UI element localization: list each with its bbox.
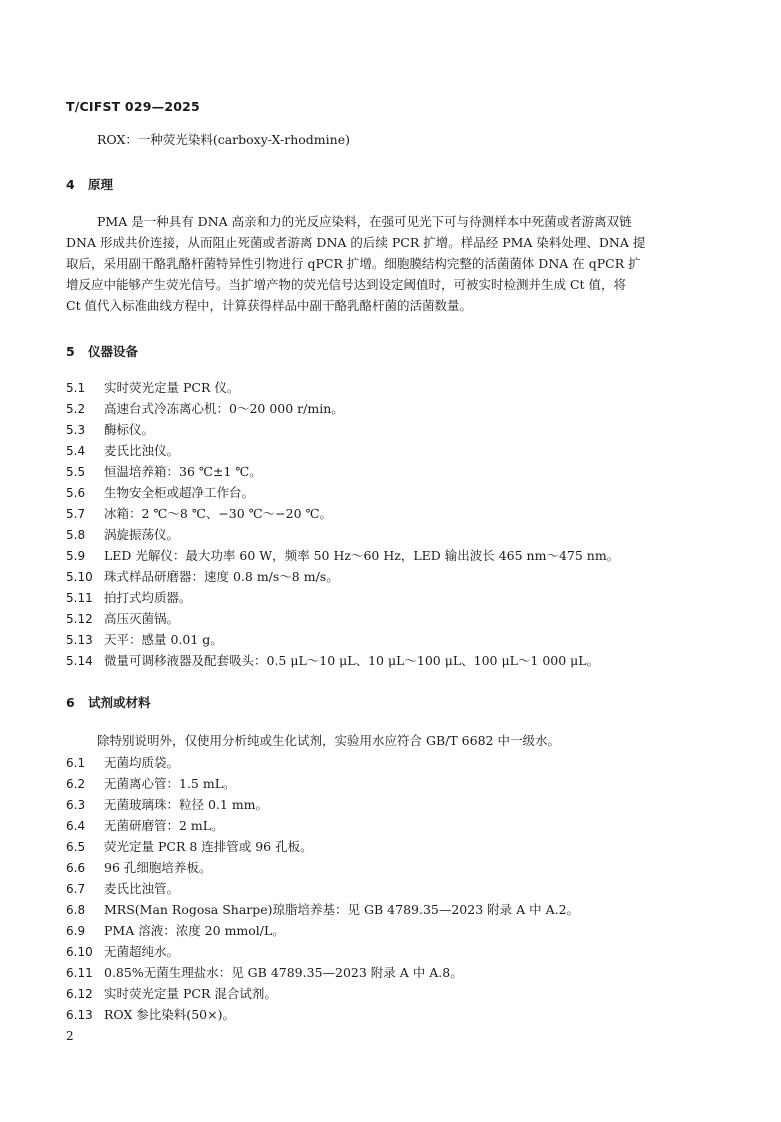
list-item — [66, 380, 239, 396]
section-6-title: 试剂或材料 — [88, 695, 151, 710]
item-text: 高速台式冷冻离心机：0～20 000 r/min。 — [104, 401, 344, 416]
item-text: MRS(Man Rogosa Sharpe)琼脂培养基：见 GB 4789.35—2023 附录 A 中 A.2。 — [104, 902, 580, 917]
paragraph-line: DNA 形成共价连接，从而阻止死菌或者游离 DNA 的后续 PCR 扩增。样品经 PMA 染料处理、DNA 提 — [66, 235, 646, 250]
list-item — [66, 902, 579, 918]
item-number: 6.2 — [66, 777, 86, 791]
list-item — [66, 548, 619, 564]
item-number: 5.9 — [66, 549, 86, 563]
item-text: 拍打式均质器。 — [104, 590, 192, 605]
item-text: 无菌均质袋。 — [104, 755, 180, 770]
item-text: 微量可调移液器及配套吸头：0.5 μL～10 μL、10 μL～100 μL、100 μL～1 000 μL。 — [104, 653, 600, 668]
section-4-paragraph — [66, 211, 722, 316]
list-item — [66, 776, 236, 792]
item-text: 荧光定量 PCR 8 连排管或 96 孔板。 — [104, 839, 313, 854]
item-number: 6.13 — [66, 1008, 93, 1022]
item-number: 5.1 — [66, 381, 86, 395]
item-text: 无菌玻璃珠：粒径 0.1 mm。 — [104, 797, 269, 812]
list-item — [66, 797, 268, 813]
item-number: 5.14 — [66, 654, 93, 668]
list-item — [66, 1007, 235, 1023]
item-number: 6.6 — [66, 861, 86, 875]
section-6-heading — [66, 693, 151, 711]
section-4-heading — [66, 175, 113, 193]
paragraph-line: 取后，采用副干酪乳酪杆菌特异性引物进行 qPCR 扩增。细胞膜结构完整的活菌菌体 DNA 在 qPCR 扩 — [66, 256, 641, 271]
item-number: 5.3 — [66, 423, 86, 437]
item-text: 冰箱：2 ℃～8 ℃、−30 ℃～−20 ℃。 — [104, 506, 332, 521]
paragraph-line: PMA 是一种具有 DNA 高亲和力的光反应染料，在强可见光下可与待测样本中死菌或者游离双链 — [97, 214, 632, 229]
list-item — [66, 569, 339, 585]
list-item — [66, 986, 277, 1002]
list-item — [66, 839, 313, 855]
list-item — [66, 965, 463, 981]
item-text: 无菌超纯水。 — [104, 944, 180, 959]
section-5-heading — [66, 342, 138, 360]
list-item — [66, 611, 179, 627]
item-number: 5.5 — [66, 465, 86, 479]
list-item — [66, 506, 332, 522]
item-number: 6.11 — [66, 966, 93, 980]
item-text: 酶标仪。 — [104, 422, 155, 437]
item-number: 6.1 — [66, 756, 86, 770]
list-item — [66, 653, 599, 669]
item-text: 96 孔细胞培养板。 — [104, 860, 212, 875]
item-number: 5.10 — [66, 570, 93, 584]
item-number: 5.6 — [66, 486, 86, 500]
item-text: 无菌离心管：1.5 mL。 — [104, 776, 236, 791]
section-5-title: 仪器设备 — [88, 344, 139, 359]
section-6-intro: 除特别说明外，仅使用分析纯或生化试剂，实验用水应符合 GB/T 6682 中一级水。 — [97, 733, 560, 748]
item-text: PMA 溶液：浓度 20 mmol/L。 — [104, 923, 285, 938]
list-item — [66, 527, 179, 543]
item-text: 高压灭菌锅。 — [104, 611, 180, 626]
item-number: 6.4 — [66, 819, 86, 833]
list-item — [66, 464, 262, 480]
item-number: 6.10 — [66, 945, 93, 959]
item-number: 6.8 — [66, 903, 86, 917]
item-text: 生物安全柜或超净工作台。 — [104, 485, 255, 500]
item-number: 6.9 — [66, 924, 86, 938]
rox-definition: ROX：一种荧光染料(carboxy-X-rhodmine) — [97, 132, 350, 147]
item-number: 5.2 — [66, 402, 86, 416]
section-5-number: 5 — [66, 344, 75, 359]
item-number: 6.5 — [66, 840, 86, 854]
list-item — [66, 422, 154, 438]
item-text: LED 光解仪：最大功率 60 W，频率 50 Hz～60 Hz，LED 输出波长 465 nm～475 nm。 — [104, 548, 620, 563]
list-item — [66, 590, 192, 606]
page-number: 2 — [66, 1029, 74, 1043]
item-text: 实时荧光定量 PCR 混合试剂。 — [104, 986, 277, 1001]
item-number: 5.7 — [66, 507, 86, 521]
list-item — [66, 818, 224, 834]
section-4-title: 原理 — [88, 177, 114, 192]
item-text: 麦氏比浊仪。 — [104, 443, 180, 458]
item-number: 5.8 — [66, 528, 86, 542]
list-item — [66, 755, 179, 771]
item-text: 0.85%无菌生理盐水：见 GB 4789.35—2023 附录 A 中 A.8。 — [104, 965, 463, 980]
list-item — [66, 881, 179, 897]
list-item — [66, 443, 179, 459]
item-number: 5.11 — [66, 591, 93, 605]
list-item — [66, 944, 179, 960]
item-text: 实时荧光定量 PCR 仪。 — [104, 380, 240, 395]
item-number: 6.12 — [66, 987, 93, 1001]
item-number: 5.12 — [66, 612, 93, 626]
item-text: 珠式样品研磨器：速度 0.8 m/s～8 m/s。 — [104, 569, 339, 584]
standard-code: T/CIFST 029—2025 — [66, 99, 200, 114]
item-number: 6.3 — [66, 798, 86, 812]
item-text: 天平：感量 0.01 g。 — [104, 632, 223, 647]
item-number: 5.4 — [66, 444, 86, 458]
item-text: ROX 参比染料(50×)。 — [104, 1007, 235, 1022]
section-6-number: 6 — [66, 695, 75, 710]
paragraph-line: Ct 值代入标准曲线方程中，计算获得样品中副干酪乳酪杆菌的活菌数量。 — [66, 298, 473, 313]
section-4-number: 4 — [66, 177, 75, 192]
item-number: 6.7 — [66, 882, 86, 896]
list-item — [66, 632, 223, 648]
list-item — [66, 485, 254, 501]
item-text: 麦氏比浊管。 — [104, 881, 180, 896]
list-item — [66, 401, 344, 417]
list-item — [66, 923, 285, 939]
paragraph-line: 增反应中能够产生荧光信号。当扩增产物的荧光信号达到设定阈值时，可被实时检测并生成 Ct 值，将 — [66, 277, 627, 292]
item-number: 5.13 — [66, 633, 93, 647]
list-item — [66, 860, 211, 876]
item-text: 无菌研磨管：2 mL。 — [104, 818, 224, 833]
item-text: 涡旋振荡仪。 — [104, 527, 180, 542]
item-text: 恒温培养箱：36 ℃±1 ℃。 — [104, 464, 262, 479]
